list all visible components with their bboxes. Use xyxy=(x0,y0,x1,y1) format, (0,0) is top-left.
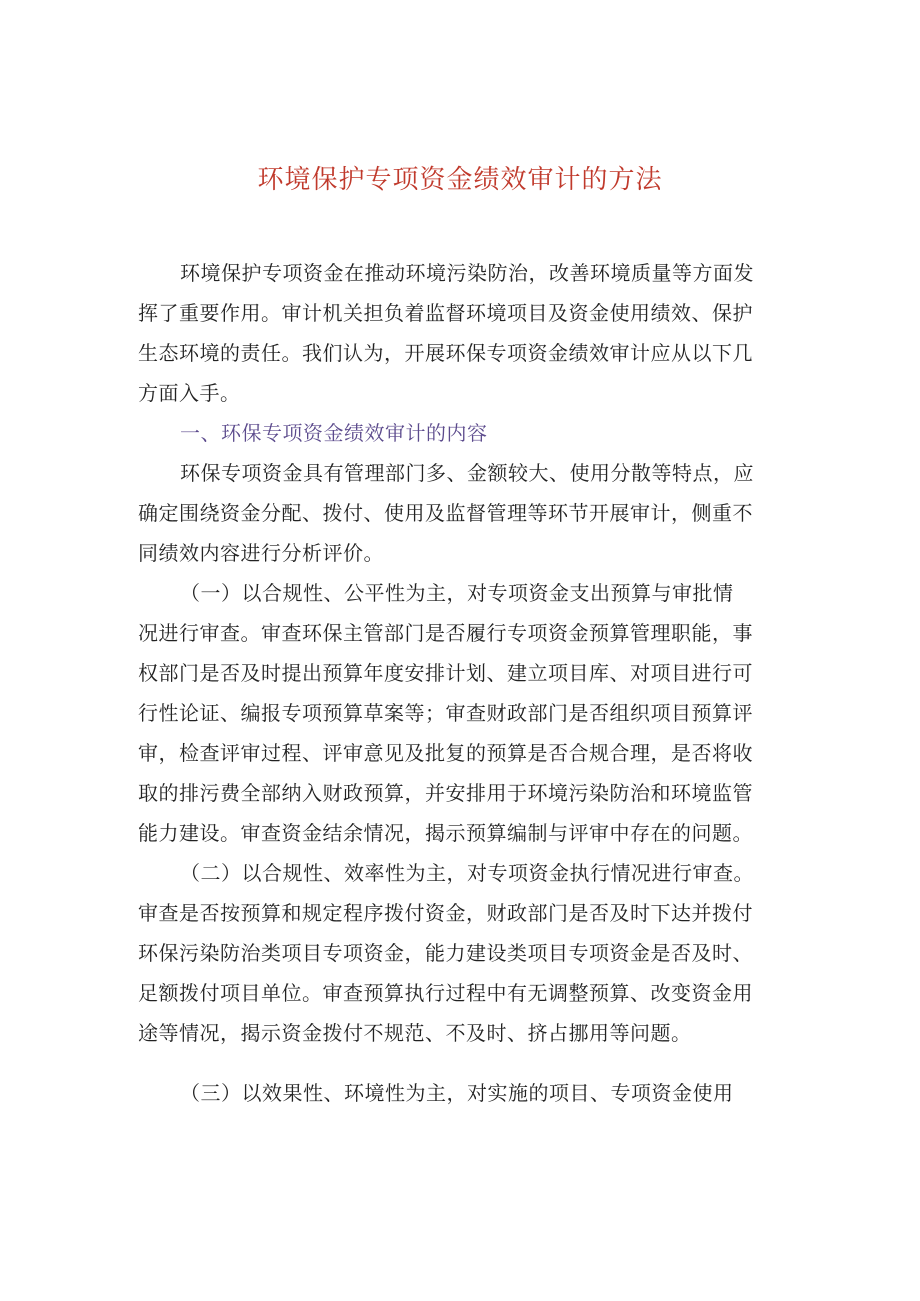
paragraph-line: （三）以效果性、环境性为主，对实施的项目、专项资金使用 xyxy=(180,1081,734,1105)
paragraph-line: 环保污染防治类项目专项资金，能力建设类项目专项资金是否及时、 xyxy=(138,941,753,965)
paragraph-line: 审，检查评审过程、评审意见及批复的预算是否合规合理，是否将收 xyxy=(138,741,753,765)
paragraph-line: 审查是否按预算和规定程序拨付资金，财政部门是否及时下达并拨付 xyxy=(138,901,753,925)
paragraph-line: 环保专项资金具有管理部门多、金额较大、使用分散等特点，应 xyxy=(180,461,754,485)
paragraph-line: 取的排污费全部纳入财政预算，并安排用于环境污染防治和环境监管 xyxy=(138,781,753,805)
paragraph-line: 同绩效内容进行分析评价。 xyxy=(138,541,384,565)
paragraph-line: 足额拨付项目单位。审查预算执行过程中有无调整预算、改变资金用 xyxy=(138,981,753,1005)
paragraph-line: 挥了重要作用。审计机关担负着监督环境项目及资金使用绩效、保护 xyxy=(138,301,753,325)
section-heading: 一、环保专项资金绩效审计的内容 xyxy=(180,421,488,445)
paragraph-line: （一）以合规性、公平性为主，对专项资金支出预算与审批情 xyxy=(180,581,734,605)
paragraph-line: 生态环境的责任。我们认为，开展环保专项资金绩效审计应从以下几 xyxy=(138,341,753,365)
paragraph-line: 环境保护专项资金在推动环境污染防治，改善环境质量等方面发 xyxy=(180,261,754,285)
paragraph-line: 途等情况，揭示资金拨付不规范、不及时、挤占挪用等问题。 xyxy=(138,1021,692,1045)
document-title: 环境保护专项资金绩效审计的方法 xyxy=(257,165,663,195)
paragraph-line: 方面入手。 xyxy=(138,381,241,405)
paragraph-line: （二）以合规性、效率性为主，对专项资金执行情况进行审查。 xyxy=(180,861,754,885)
paragraph-line: 能力建设。审查资金结余情况，揭示预算编制与评审中存在的问题。 xyxy=(138,821,753,845)
paragraph-line: 确定围绕资金分配、拨付、使用及监督管理等环节开展审计，侧重不 xyxy=(138,501,753,525)
paragraph-line: 权部门是否及时提出预算年度安排计划、建立项目库、对项目进行可 xyxy=(138,661,753,685)
paragraph-line: 行性论证、编报专项预算草案等；审查财政部门是否组织项目预算评 xyxy=(138,701,753,725)
paragraph-line: 况进行审查。审查环保主管部门是否履行专项资金预算管理职能，事 xyxy=(138,621,753,645)
